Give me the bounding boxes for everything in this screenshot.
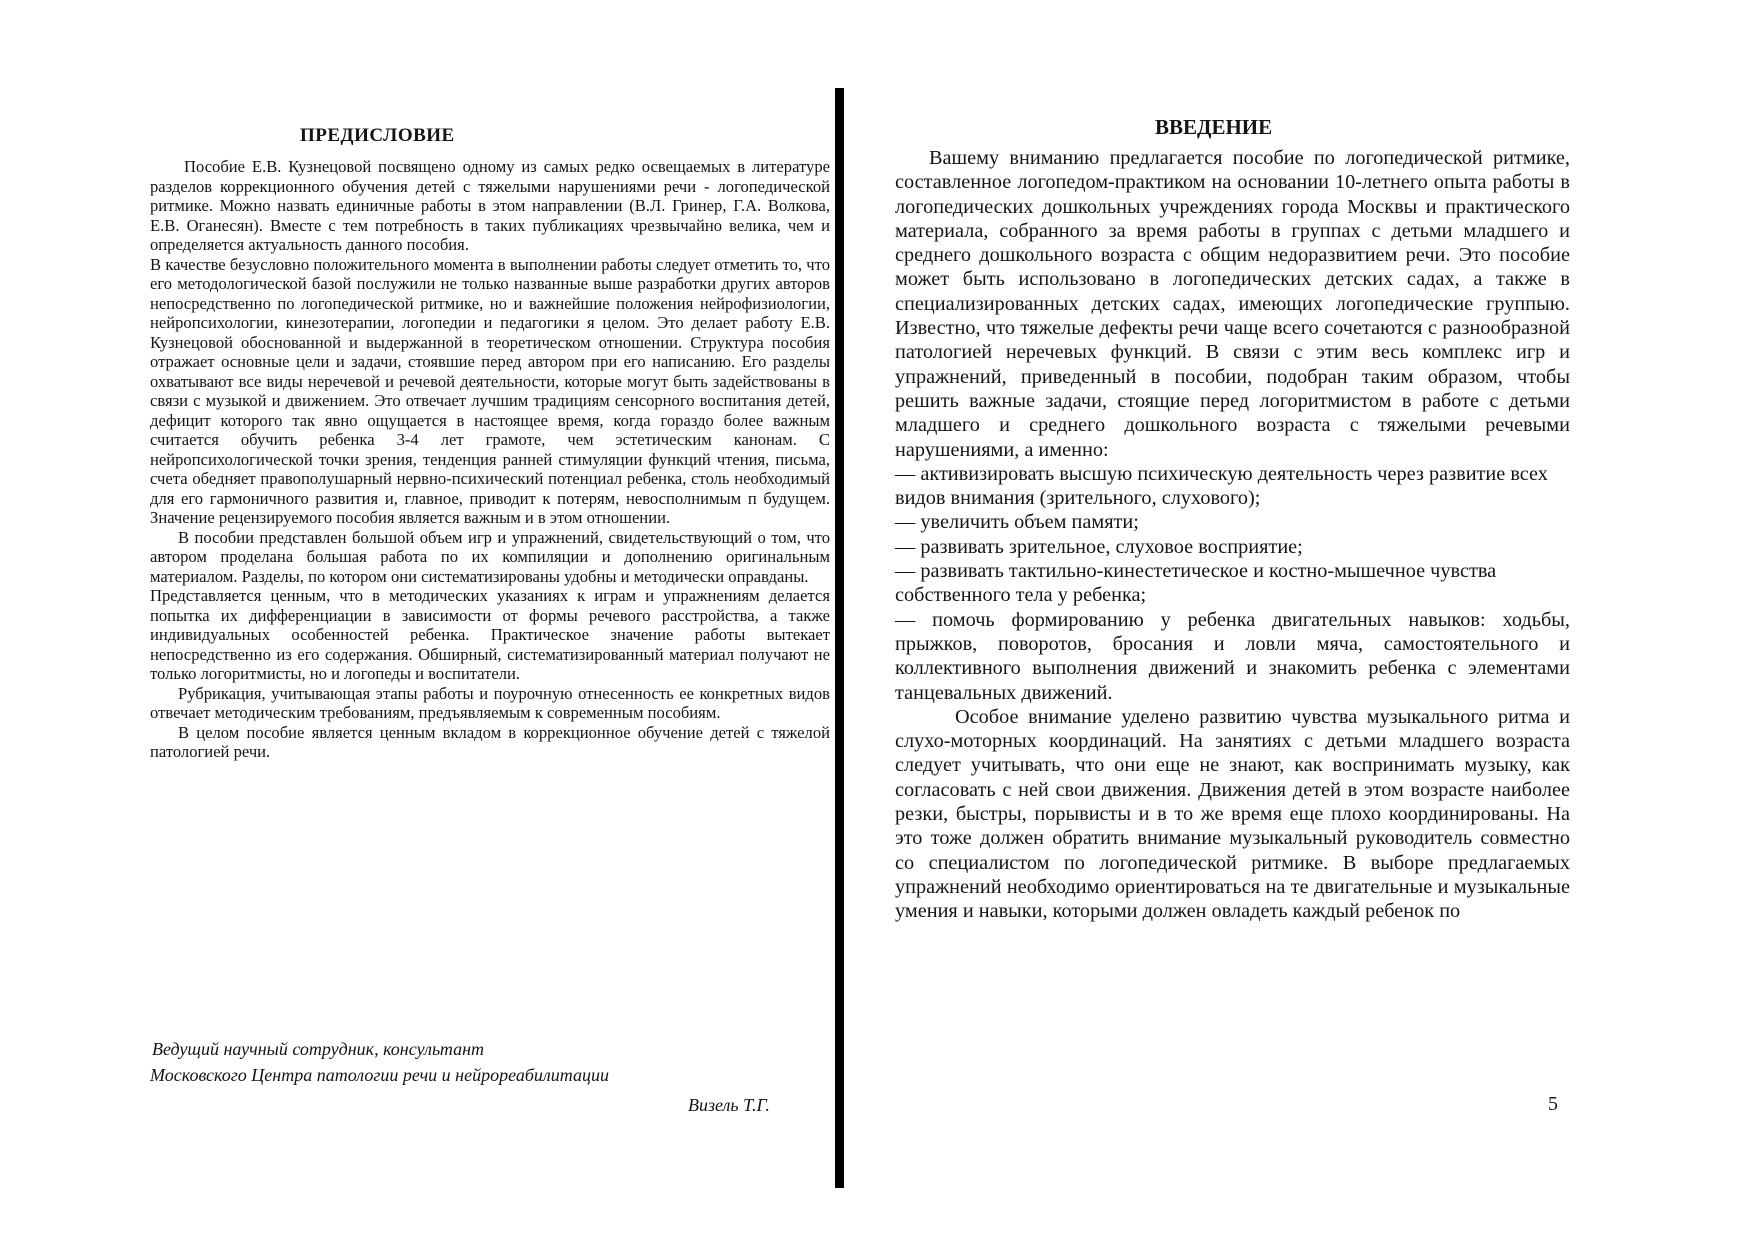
preface-paragraph: Рубрикация, учитывающая этапы работы и поурочную отнесенность ее конкретных видов отвечает методическим требованиям, предъявляемым к современным пособиям. [150,683,830,722]
list-item: — увеличить объем памяти; [895,511,1139,534]
preface-paragraph: В пособии представлен большой объем игр и упражнений, свидетельствующий о том, что автором проделана большая работа по их компиляции и дополнению оригинальным материалом. Разделы, по котором они систематизированы удобны и методически оправданы. [150,527,830,586]
list-item: — развивать зрительное, слуховое восприятие; [895,535,1303,558]
preface-paragraph: Представляется ценным, что в методических указаниях к играм и упражнениям делается попытка их дифференциации в зависимости от формы речевого расстройства, а также индивидуальных особенностей ребенка. Практическое значение работы вытекает непосредственно из его содержания. Обширный, систематизированный материал получают не только логоритмисты, но и логопеды и воспитатели. [150,586,830,683]
introduction-paragraph: Особое внимание уделено развитию чувства музыкального ритма и слухо-моторных координаций. На занятиях с детьми младшего возраста следует учитывать, что они еще не знают, как воспринимать музыку, как согласовать с ней свои движения. Движения детей в этом возрасте наиболее резки, быстры, порывисты и в то же время еще плохо координированы. На это тоже должен обратить внимание музыкальный руководитель совместно со специалистом по логопедической ритмике. В выборе предлагаемых упражнений необходимо ориентироваться на те двигательные и музыкальные умения и навыки, которыми должен овладеть каждый ребенок по [895,705,1570,923]
preface-paragraph: Пособие Е.В. Кузнецовой посвящено одному из самых редко освещаемых в литературе разделов коррекционного обучения детей с тяжелыми нарушениями речи - логопедической ритмике. Можно назвать единичные работы в этом направлении (В.Л. Гринер, Г.А. Волкова, Е.В. Оганесян). Вместе с тем потребность в таких публикациях чрезвычайно велика, чем и определяется актуальность данного пособия. [150,157,830,254]
signature-organization: Московского Центра патологии речи и нейрореабилитации [150,1065,609,1085]
list-item: — активизировать высшую психическую деятельность через развитие всех видов внимания (зрительного, слухового); [895,462,1548,510]
preface-paragraph: В целом пособие является ценным вкладом в коррекционное обучение детей с тяжелой патологией речи. [150,722,830,761]
page-number: 5 [1548,1093,1558,1115]
signature-name: Визель Т.Г. [688,1095,770,1115]
book-spine-divider [835,88,844,1188]
list-item: — развивать тактильно-кинестетическое и костно-мышечное чувства собственного тела у ребенка; [895,560,1497,607]
preface-title: ПРЕДИСЛОВИЕ [300,125,455,146]
preface-paragraph: В качестве безусловно положительного момента в выполнении работы следует отметить то, что его методологической базой послужили не только названные выше разработки других авторов непосредственно по логопедической ритмике, но и важнейшие положения нейрофизиологии, нейропсихологии, кинезотерапии, логопедии и педагогики я целом. Это делает работу Е.В. Кузнецовой обоснованной и выдержанной в теоретическом отношении. Структура пособия отражает основные цели и задачи, стоявшие перед автором при его написанию. Его разделы охватывают все виды неречевой и речевой деятельности, которые могут быть задействованы в связи с музыкой и движением. Это отвечает лучшим традициям сенсорного воспитания детей, дефицит которого так явно ощущается в настоящее время, когда гораздо более важным считается обучить ребенка 3-4 лет грамоте, чем эстетическим канонам. С нейропсихологической точки зрения, тенденция ранней стимуляции функций чтения, письма, счета обедняет правополушарный нервно-психический потенциал ребенка, столь необходимый для его гармоничного развития и, главное, приводит к потерям, невосполнимым п будущем. Значение рецензируемого пособия является важным и в этом отношении. [150,254,830,527]
introduction-paragraph: Вашему вниманию предлагается пособие по логопедической ритмике, составленное логопедом-практиком на основании 10-летнего опыта работы в логопедических дошкольных учреждениях города Москвы и практического материала, собранного за время работы в группах с детьми младшего и среднего дошкольного возраста с общим недоразвитием речи. Это пособие может быть использовано в логопедических детских садах, а также в специализированных детских садах, имеющих логопедические группыю. Известно, что тяжелые дефекты речи чаще всего сочетаются с разнообразной патологией неречевых функций. В связи с этим весь комплекс игр и упражнений, приведенный в пособии, подобран таким образом, чтобы решить важные задачи, стоящие перед логоритмистом в работе с детьми младшего и среднего дошкольного возраста с тяжелыми речевыми нарушениями, а именно: [895,147,1570,461]
list-item: — помочь формированию у ребенка двигательных навыков: ходьбы, прыжков, поворотов, бросания и ловли мяча, самостоятельного и коллективного выполнения движений и знакомить ребенка с элементами танцевальных движений. [895,608,1570,704]
left-page-preface [150,125,830,762]
signature-role: Ведущий научный сотрудник, консультант [152,1039,485,1059]
right-page-introduction [895,115,1570,924]
introduction-title: ВВЕДЕНИЕ [1155,115,1273,139]
